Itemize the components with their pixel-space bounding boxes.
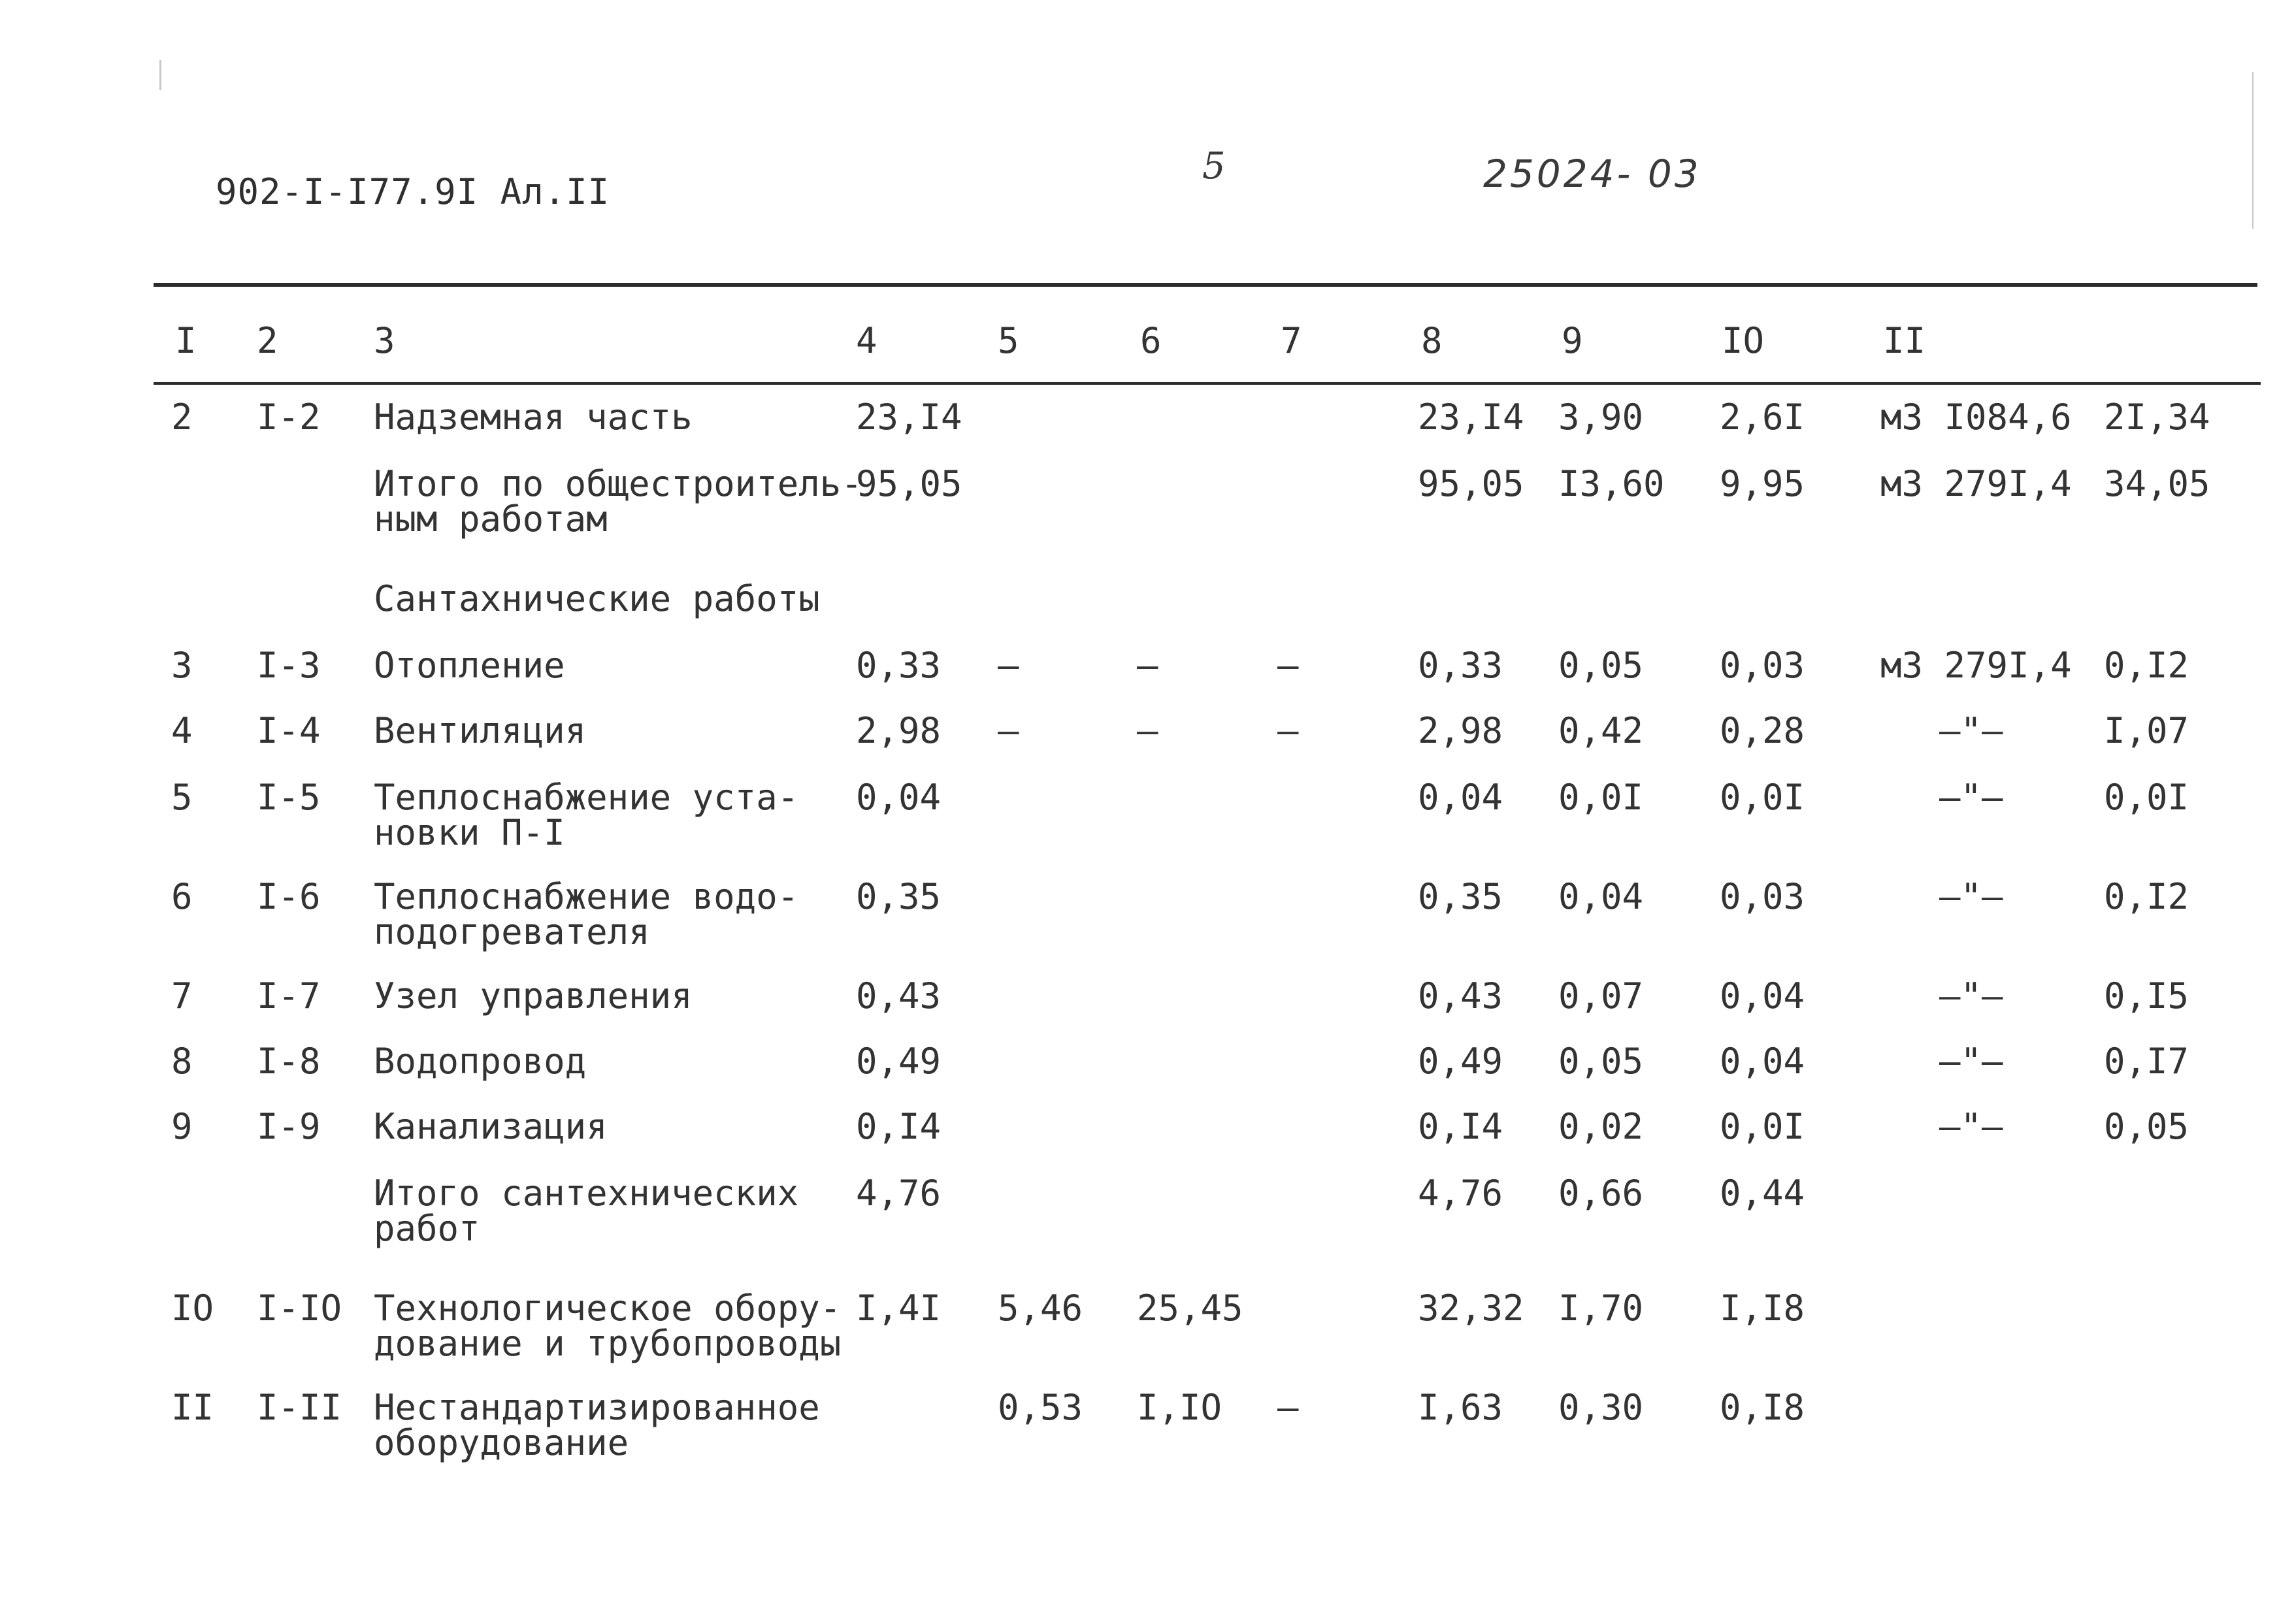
cell-col12: 0,I2 <box>2104 876 2189 917</box>
row-name-line: подогревателя <box>374 911 650 952</box>
cell-col10: 9,95 <box>1720 463 1805 504</box>
row-code: I-6 <box>257 876 321 917</box>
cell-col7: – <box>1277 710 1299 751</box>
cell-col9: 3,90 <box>1558 397 1644 438</box>
row-name-line: Итого по общестроитель- <box>374 463 862 504</box>
cell-col10: 0,0I <box>1720 1106 1805 1147</box>
cell-col9: I,70 <box>1558 1288 1644 1329</box>
row-name <box>374 463 870 540</box>
row-name-line: Теплоснабжение водо- <box>374 876 799 917</box>
cell-col5: 0,53 <box>998 1387 1083 1428</box>
cell-col10: 0,28 <box>1720 710 1805 751</box>
cell-col7: – <box>1277 1387 1299 1428</box>
row-name-line: Отопление <box>374 645 565 686</box>
cell-col9: 0,05 <box>1558 1041 1644 1082</box>
cell-col10: 0,03 <box>1720 876 1805 917</box>
cell-col10: I,I8 <box>1720 1288 1805 1329</box>
column-header: 6 <box>1140 320 1162 361</box>
column-header: 4 <box>856 320 877 361</box>
row-name <box>374 876 870 952</box>
cell-col10: 0,44 <box>1720 1173 1805 1214</box>
row-name-line: Канализация <box>374 1106 608 1147</box>
cell-col9: 0,0I <box>1558 777 1644 818</box>
cell-col10: 0,I8 <box>1720 1387 1805 1428</box>
cell-col4: 23,I4 <box>856 397 962 438</box>
row-name-line: Водопровод <box>374 1041 587 1082</box>
cell-col8: I,63 <box>1418 1387 1503 1428</box>
cell-col12: 34,05 <box>2104 463 2210 504</box>
cell-unit: м3 279I,4 <box>1880 645 2072 686</box>
row-name-line: Нестандартизированное <box>374 1387 820 1428</box>
row-code: I-4 <box>257 710 321 751</box>
row-code: I-2 <box>257 397 321 438</box>
cell-col4: 2,98 <box>856 710 942 751</box>
cell-col8: 23,I4 <box>1418 397 1524 438</box>
cell-col10: 0,04 <box>1720 975 1805 1016</box>
cell-col6: – <box>1137 710 1158 751</box>
column-header: 8 <box>1421 320 1443 361</box>
cell-col8: 4,76 <box>1418 1173 1503 1214</box>
cell-col9: I3,60 <box>1558 463 1665 504</box>
cell-col8: 0,04 <box>1418 777 1503 818</box>
cell-col8: 0,I4 <box>1418 1106 1503 1147</box>
row-code: I-7 <box>257 975 321 1016</box>
cell-col4: 0,I4 <box>856 1106 942 1147</box>
cell-unit: –"– <box>1939 1041 2003 1082</box>
cell-col4: 0,04 <box>856 777 942 818</box>
cell-unit: м3 I084,6 <box>1880 397 2072 438</box>
row-name <box>374 1387 870 1463</box>
page-number: 5 <box>1202 145 1226 187</box>
cell-col4: 0,33 <box>856 645 942 686</box>
column-header: 3 <box>374 320 395 361</box>
cell-col10: 2,6I <box>1720 397 1805 438</box>
row-code: I-3 <box>257 645 321 686</box>
row-name-line: новки П-I <box>374 812 565 853</box>
cell-col9: 0,02 <box>1558 1106 1644 1147</box>
cell-col4: 4,76 <box>856 1173 942 1214</box>
section-heading <box>374 578 870 619</box>
cell-col10: 0,04 <box>1720 1041 1805 1082</box>
cell-col12: 0,I2 <box>2104 645 2189 686</box>
row-name-line: ным работам <box>374 498 608 540</box>
column-header: I <box>175 320 197 361</box>
cell-col8: 0,43 <box>1418 975 1503 1016</box>
column-header: II <box>1883 320 1926 361</box>
cell-unit: –"– <box>1939 975 2003 1016</box>
row-number: 5 <box>171 777 193 818</box>
column-header: 9 <box>1562 320 1583 361</box>
row-number: IO <box>171 1288 214 1329</box>
row-name-line: работ <box>374 1208 480 1249</box>
row-code: I-9 <box>257 1106 321 1147</box>
row-name-line: Узел управления <box>374 975 693 1016</box>
row-code: I-5 <box>257 777 321 818</box>
cell-col12: 0,0I <box>2104 777 2189 818</box>
cell-col9: 0,07 <box>1558 975 1644 1016</box>
row-code: I-IO <box>257 1288 342 1329</box>
cell-col10: 0,03 <box>1720 645 1805 686</box>
cell-col9: 0,04 <box>1558 876 1644 917</box>
cell-col12: 0,I7 <box>2104 1041 2189 1082</box>
row-name-line: Итого сантехнических <box>374 1173 799 1214</box>
row-name <box>374 710 870 751</box>
row-number: 4 <box>171 710 193 751</box>
row-name-line: оборудование <box>374 1422 629 1463</box>
cell-col9: 0,30 <box>1558 1387 1644 1428</box>
cell-col8: 0,33 <box>1418 645 1503 686</box>
row-name <box>374 975 870 1016</box>
header-rule <box>154 382 2261 385</box>
row-number: 7 <box>171 975 193 1016</box>
column-header: IO <box>1722 320 1765 361</box>
cell-col8: 0,35 <box>1418 876 1503 917</box>
row-name-line: дование и трубопроводы <box>374 1323 842 1364</box>
cell-col12: 0,05 <box>2104 1106 2189 1147</box>
scan-artifact <box>2252 72 2253 229</box>
cell-col8: 0,49 <box>1418 1041 1503 1082</box>
row-number: 8 <box>171 1041 193 1082</box>
row-number: 6 <box>171 876 193 917</box>
cell-col8: 95,05 <box>1418 463 1524 504</box>
row-name-line: Надземная часть <box>374 397 693 438</box>
document-code: 902-I-I77.9I Ал.II <box>216 171 610 212</box>
row-name <box>374 1106 870 1147</box>
cell-col12: 2I,34 <box>2104 397 2210 438</box>
cell-col4: 0,43 <box>856 975 942 1016</box>
row-number: II <box>171 1387 214 1428</box>
row-name <box>374 645 870 686</box>
cell-unit: м3 279I,4 <box>1880 463 2072 504</box>
cell-col5: – <box>998 710 1019 751</box>
row-name <box>374 777 870 853</box>
column-header: 2 <box>257 320 278 361</box>
cell-col4: I,4I <box>856 1288 942 1329</box>
cell-col9: 0,05 <box>1558 645 1644 686</box>
cell-unit: –"– <box>1939 777 2003 818</box>
cell-col4: 0,49 <box>856 1041 942 1082</box>
row-number: 9 <box>171 1106 193 1147</box>
cell-col4: 95,05 <box>856 463 962 504</box>
cell-col9: 0,42 <box>1558 710 1644 751</box>
row-name <box>374 397 870 438</box>
column-header: 7 <box>1281 320 1302 361</box>
row-number: 2 <box>171 397 193 438</box>
row-name <box>374 1173 870 1249</box>
cell-unit: –"– <box>1939 1106 2003 1147</box>
row-name-line: Вентиляция <box>374 710 587 751</box>
stamp-number: 25024- 03 <box>1483 152 1701 196</box>
row-code: I-8 <box>257 1041 321 1082</box>
cell-col7: – <box>1277 645 1299 686</box>
cell-col6: I,IO <box>1137 1387 1222 1428</box>
cell-col10: 0,0I <box>1720 777 1805 818</box>
row-name-line: Сантахнические работы <box>374 578 820 619</box>
row-number: 3 <box>171 645 193 686</box>
row-name <box>374 1288 870 1364</box>
scan-artifact <box>159 60 161 90</box>
cell-col8: 2,98 <box>1418 710 1503 751</box>
row-name <box>374 1041 870 1082</box>
column-header: 5 <box>998 320 1019 361</box>
cell-unit: –"– <box>1939 876 2003 917</box>
cell-col6: – <box>1137 645 1158 686</box>
cell-col12: I,07 <box>2104 710 2189 751</box>
row-code: I-II <box>257 1387 342 1428</box>
cell-col5: – <box>998 645 1019 686</box>
cell-col9: 0,66 <box>1558 1173 1644 1214</box>
row-name-line: Технологическое обору- <box>374 1288 842 1329</box>
top-rule <box>154 283 2257 287</box>
cell-col4: 0,35 <box>856 876 942 917</box>
cell-col6: 25,45 <box>1137 1288 1243 1329</box>
cell-col5: 5,46 <box>998 1288 1083 1329</box>
cell-col12: 0,I5 <box>2104 975 2189 1016</box>
row-name-line: Теплоснабжение уста- <box>374 777 799 818</box>
cell-unit: –"– <box>1939 710 2003 751</box>
cell-col8: 32,32 <box>1418 1288 1524 1329</box>
